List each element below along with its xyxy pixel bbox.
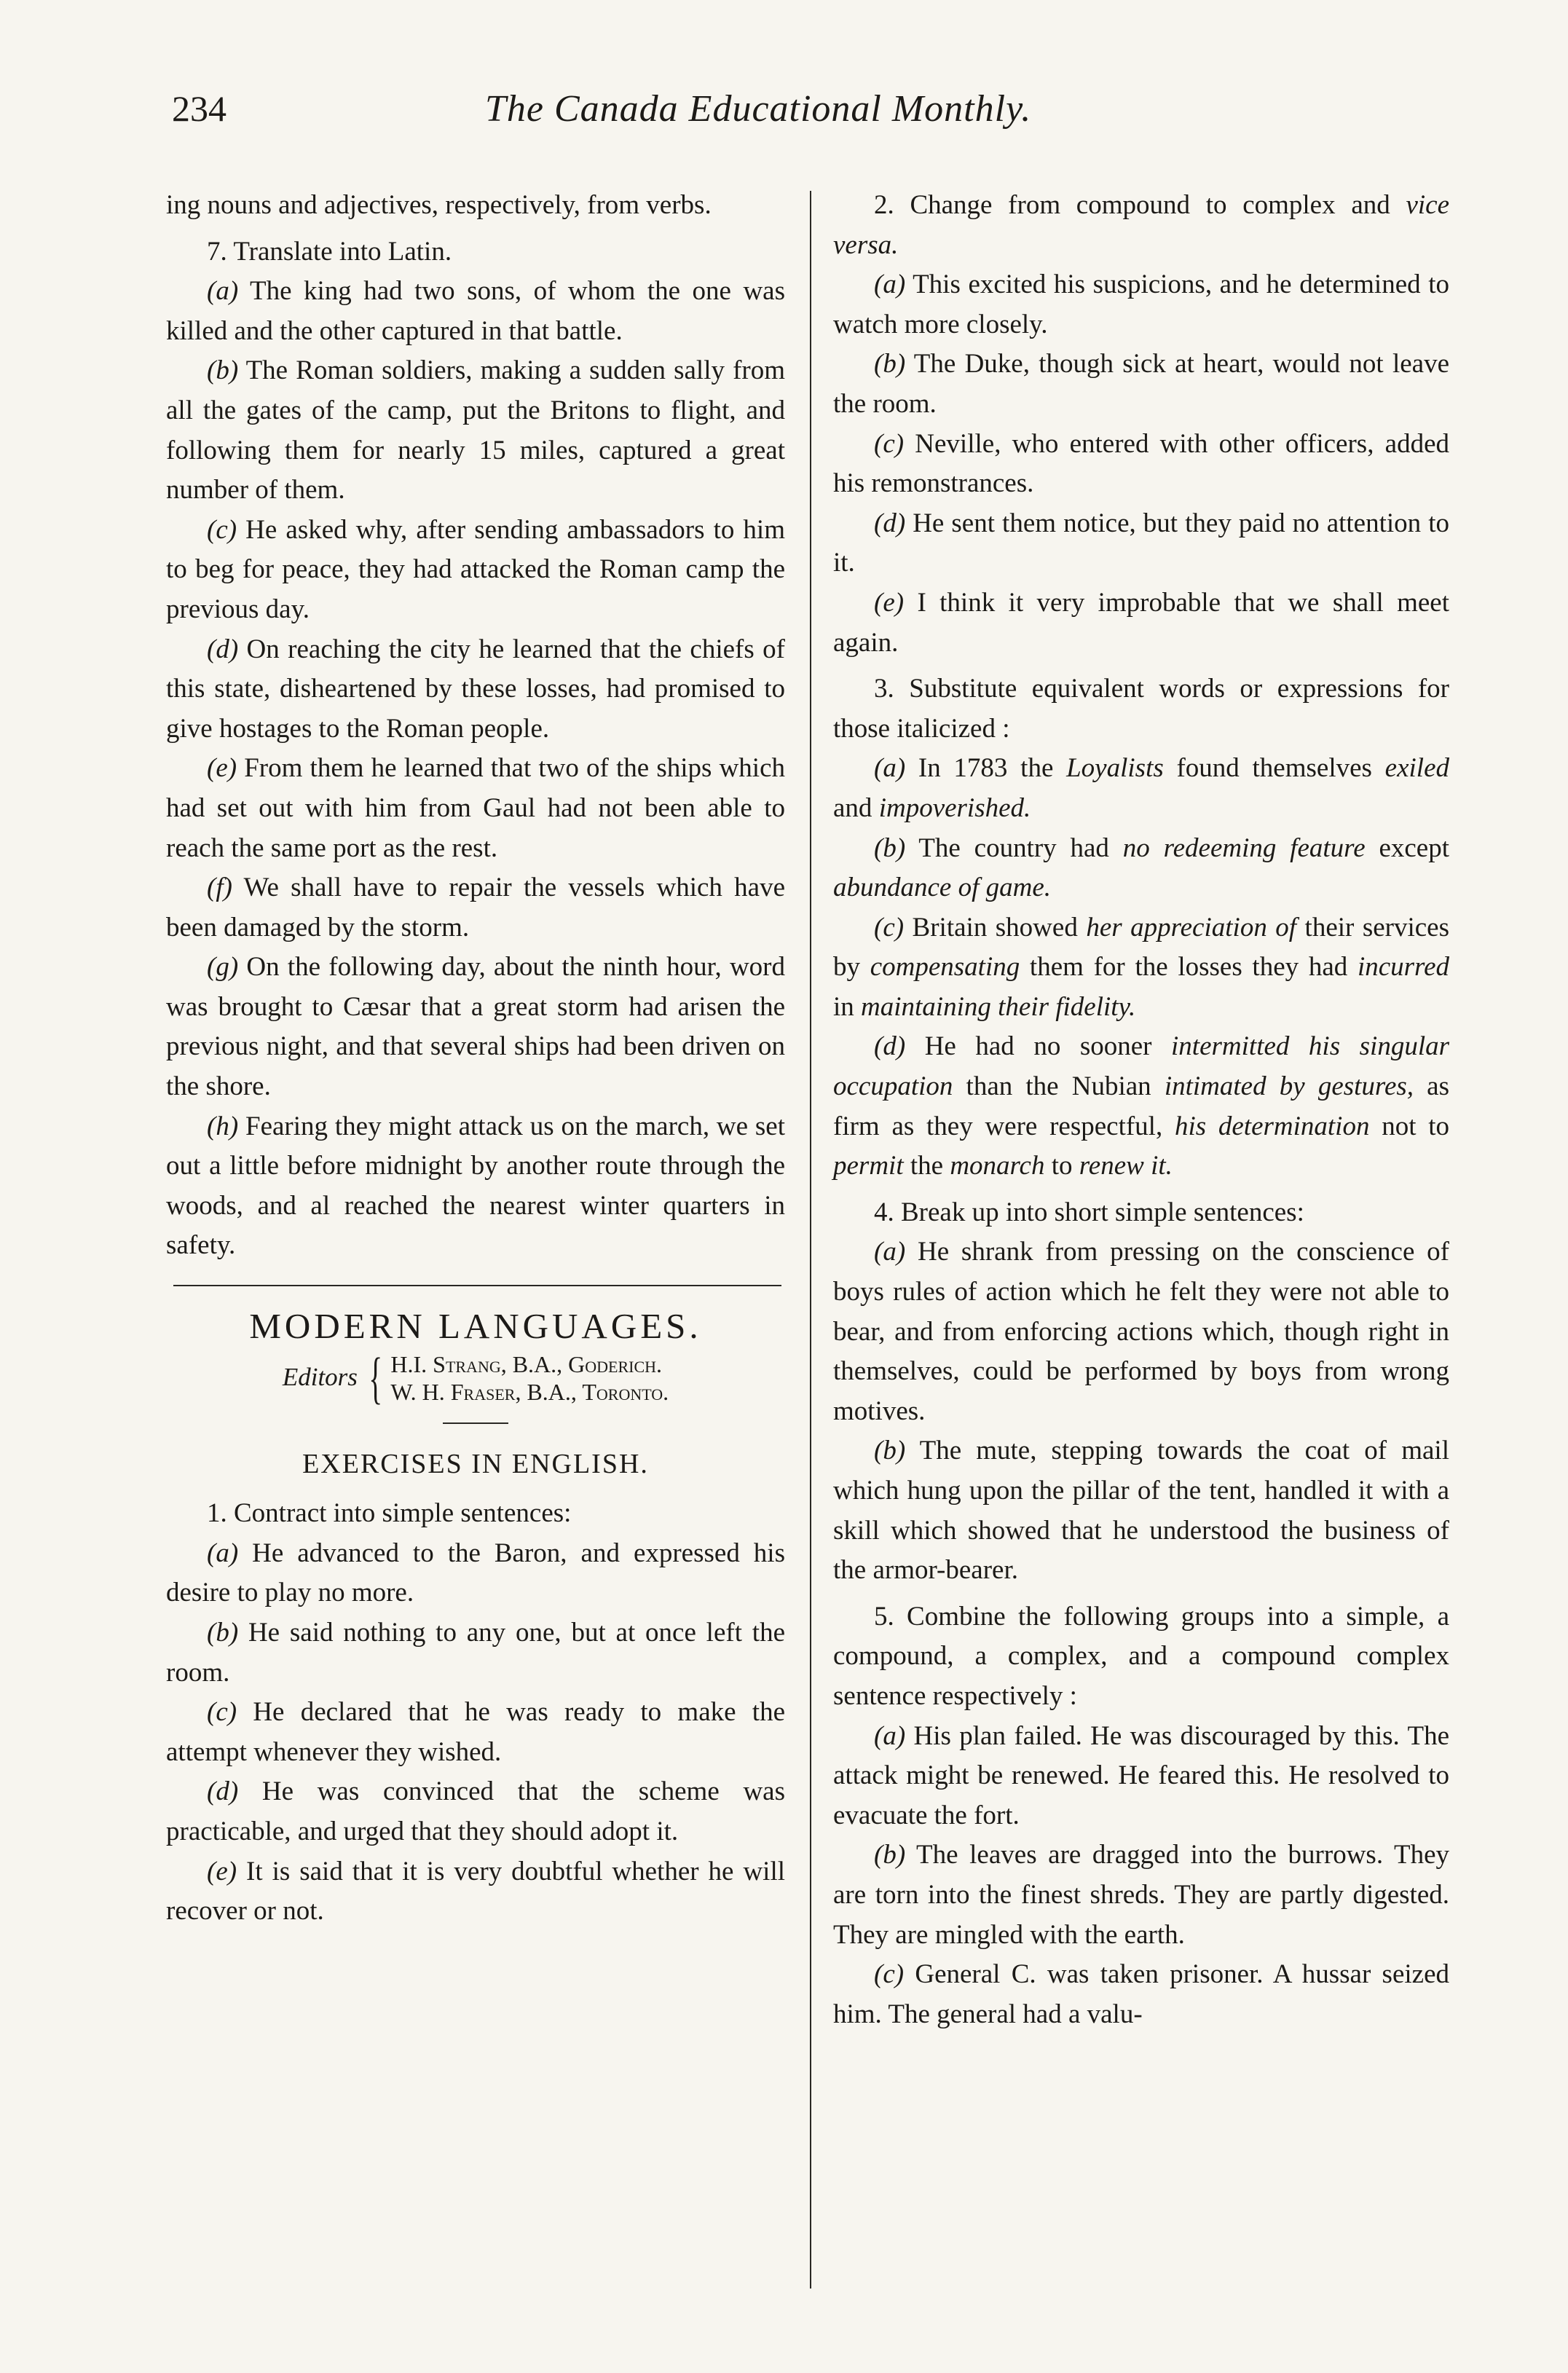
item-label: (a) <box>207 276 239 307</box>
item-text: to <box>1044 1151 1079 1181</box>
exercise-item <box>166 630 785 749</box>
item-text: We shall have to repair the vessels which have been damaged by the storm. <box>166 873 785 942</box>
item-label: (g) <box>207 952 239 983</box>
item-label: (e) <box>207 753 237 784</box>
question-heading: 1. Contract into simple sentences: <box>207 1498 572 1529</box>
item-text: The Roman soldiers, making a sudden sally from all the gates of the camp, put the Britons to flight, and following them for nearly 15 miles, captured a great number of them. <box>166 355 785 505</box>
italic-phrase: Loyalists <box>1066 753 1164 784</box>
item-label: (c) <box>874 428 905 459</box>
editors-label: Editors <box>282 1363 358 1392</box>
exercise-item <box>833 749 1449 828</box>
editor-name: H.I. Strang, B.A., Goderich. <box>390 1350 663 1377</box>
exercise-item <box>833 1717 1449 1836</box>
editor-names <box>390 1350 669 1406</box>
exercise-item <box>833 504 1449 583</box>
italic-phrase: renew it. <box>1079 1151 1173 1181</box>
left-column <box>166 186 785 1932</box>
section-rule <box>173 1285 781 1286</box>
item-label: (a) <box>874 1720 906 1751</box>
item-text: In 1783 the <box>905 753 1067 784</box>
item-text: It is said that it is very doubtful whether he will recover or not. <box>166 1856 785 1927</box>
exercise-item <box>166 1693 785 1772</box>
exercise-item <box>833 908 1449 1028</box>
item-text: He declared that he was ready to make the attempt whenever they wished. <box>166 1697 785 1767</box>
exercise-item <box>166 272 785 351</box>
item-text: not to <box>1369 1111 1450 1141</box>
brace-icon: { <box>369 1345 383 1409</box>
item-text: On reaching the city he learned that the chiefs of this state, disheartened by these losses, had promised to give hostages to the Roman people. <box>166 634 785 744</box>
exercise-item <box>166 749 785 868</box>
column-divider <box>810 191 811 2289</box>
exercise-item <box>166 1772 785 1851</box>
item-text: I think it very improbable that we shall meet again. <box>833 587 1449 658</box>
question-heading: 7. Translate into Latin. <box>207 236 452 267</box>
italic-phrase: exiled <box>1384 753 1449 784</box>
italic-phrase: her appreciation of <box>1086 912 1297 942</box>
item-text: His plan failed. He was discouraged by this. The attack might be renewed. He feared this. He resolved to evacuate the fort. <box>833 1720 1449 1830</box>
exercise-item <box>833 265 1449 345</box>
item-label: (b) <box>207 1618 239 1648</box>
item-text: He had no sooner <box>905 1031 1172 1062</box>
item-text: The country had <box>905 833 1123 863</box>
exercise-item <box>833 345 1449 424</box>
item-text: He was convinced that the scheme was practicable, and urged that they should adopt it. <box>166 1776 785 1846</box>
exercise-item <box>833 829 1449 908</box>
item-label: (f) <box>207 873 232 903</box>
item-label: (d) <box>207 634 239 664</box>
exercise-item <box>166 868 785 948</box>
item-text: This excited his suspicions, and he determined to watch more closely. <box>833 269 1449 339</box>
question-text-italic: vice versa. <box>833 190 1449 260</box>
item-label: (b) <box>874 833 906 863</box>
item-text: as firm as they were respectful, <box>833 1071 1450 1141</box>
item-label: (c) <box>874 912 905 942</box>
italic-phrase: compensating <box>870 952 1020 983</box>
item-text: He advanced to the Baron, and expressed his desire to play no more. <box>166 1538 785 1608</box>
item-label: (b) <box>874 1436 906 1466</box>
exercise-item <box>833 425 1449 504</box>
item-label: (b) <box>207 355 239 386</box>
italic-phrase: monarch <box>950 1151 1045 1181</box>
exercise-item <box>833 1232 1449 1431</box>
item-text: He sent them notice, but they paid no attention to it. <box>833 508 1449 578</box>
item-text: He asked why, after sending ambassadors to him to beg for peace, they had attacked the Roman camp the previous day. <box>166 514 785 624</box>
item-label: (a) <box>874 269 906 300</box>
item-label: (e) <box>207 1856 237 1886</box>
item-text: General C. was taken prisoner. A hussar seized him. The general had a valu- <box>833 1959 1449 2029</box>
item-label: (c) <box>207 1697 237 1728</box>
exercise-item <box>833 1955 1449 2034</box>
exercise-item <box>166 1534 785 1613</box>
item-text: the <box>903 1151 950 1181</box>
item-label: (d) <box>207 1776 239 1807</box>
question-heading: 3. Substitute equivalent words or expressions for those italicized : <box>833 674 1449 744</box>
item-label: (a) <box>207 1538 239 1568</box>
exercise-item <box>166 1852 785 1932</box>
item-text: than the Nubian <box>953 1071 1165 1102</box>
right-column <box>833 186 1449 2034</box>
editor-name: W. H. Fraser, B.A., Toronto. <box>390 1378 669 1405</box>
italic-phrase: impoverished. <box>878 792 1031 823</box>
exercise-item <box>833 583 1449 663</box>
item-label: (h) <box>207 1111 239 1141</box>
italic-phrase: his determination <box>1174 1111 1370 1141</box>
exercise-item <box>166 511 785 630</box>
item-text: except <box>1365 833 1449 863</box>
running-title: The Canada Educational Monthly. <box>485 88 1032 130</box>
exercise-item <box>166 948 785 1106</box>
item-label: (d) <box>874 508 906 538</box>
item-text: Britain showed <box>904 912 1087 942</box>
item-label: (b) <box>874 349 906 379</box>
editors-block <box>166 1345 785 1409</box>
exercise-item <box>833 1431 1449 1590</box>
page-number: 234 <box>172 88 226 129</box>
item-text: found themselves <box>1163 753 1385 784</box>
item-label: (c) <box>207 514 237 545</box>
question-heading: 5. Combine the following groups into a simple, a compound, a complex, and a compound complex sentence respectively : <box>833 1601 1449 1711</box>
item-label: (e) <box>874 587 905 618</box>
italic-phrase: no redeeming feature <box>1122 833 1366 863</box>
item-text: From them he learned that two of the ships which had set out with him from Gaul had not been able to reach the same port as the rest. <box>166 753 785 863</box>
item-text: The king had two sons, of whom the one was killed and the other captured in that battle. <box>166 276 785 346</box>
item-text: them for the losses they had <box>1020 952 1358 983</box>
italic-phrase: intermitted his singular occupation <box>833 1031 1449 1102</box>
item-label: (b) <box>874 1840 906 1870</box>
item-text: their services by <box>833 912 1449 983</box>
italic-phrase: intimated by gestures, <box>1164 1071 1414 1102</box>
exercise-item <box>166 351 785 510</box>
page-header <box>172 87 1425 153</box>
italic-phrase: abundance of game. <box>833 873 1052 903</box>
italic-phrase: permit <box>833 1151 904 1181</box>
item-text: The Duke, though sick at heart, would not leave the room. <box>833 349 1449 419</box>
item-text: The leaves are dragged into the burrows. They are torn into the finest shreds. They are partly digested. They are mingled with the earth. <box>833 1840 1449 1950</box>
italic-phrase: maintaining their fidelity. <box>861 991 1136 1022</box>
section-title: MODERN LANGUAGES. <box>249 1306 702 1347</box>
item-label: (d) <box>874 1031 906 1062</box>
exercise-item <box>833 1027 1449 1186</box>
italic-phrase: incurred <box>1357 952 1450 983</box>
item-text: and <box>833 792 879 823</box>
item-label: (c) <box>874 1959 905 1990</box>
item-text: The mute, stepping towards the coat of mail which hung upon the pillar of the tent, handled it with a skill which showed that he understood the business of the armor-bearer. <box>833 1436 1449 1586</box>
item-text: He said nothing to any one, but at once left the room. <box>166 1618 785 1688</box>
item-text: He shrank from pressing on the conscience of boys rules of action which he felt they were not able to bear, and from enforcing actions which, though right in themselves, could be performed by boys from wrong motives. <box>833 1237 1449 1426</box>
short-rule <box>443 1422 508 1424</box>
item-label: (a) <box>874 1237 906 1267</box>
item-label: (a) <box>874 753 906 784</box>
paragraph: ing nouns and adjectives, respectively, from verbs. <box>166 190 712 220</box>
item-text: On the following day, about the ninth hour, word was brought to Cæsar that a great storm had arisen the previous night, and that several ships had been driven on the shore. <box>166 952 785 1102</box>
subsection-title: EXERCISES IN ENGLISH. <box>302 1448 649 1479</box>
question-heading <box>833 186 1449 265</box>
item-text: Fearing they might attack us on the march, we set out a little before midnight by another route through the woods, and al reached the nearest winter quarters in safety. <box>166 1111 785 1261</box>
question-heading: 4. Break up into short simple sentences: <box>874 1197 1304 1227</box>
exercise-item <box>833 1835 1449 1955</box>
item-text: in <box>833 991 862 1022</box>
exercise-item <box>166 1107 785 1266</box>
exercise-item <box>166 1613 785 1693</box>
question-text: 2. Change from compound to complex and <box>874 190 1406 220</box>
item-text: Neville, who entered with other officers, added his remonstrances. <box>833 428 1449 499</box>
